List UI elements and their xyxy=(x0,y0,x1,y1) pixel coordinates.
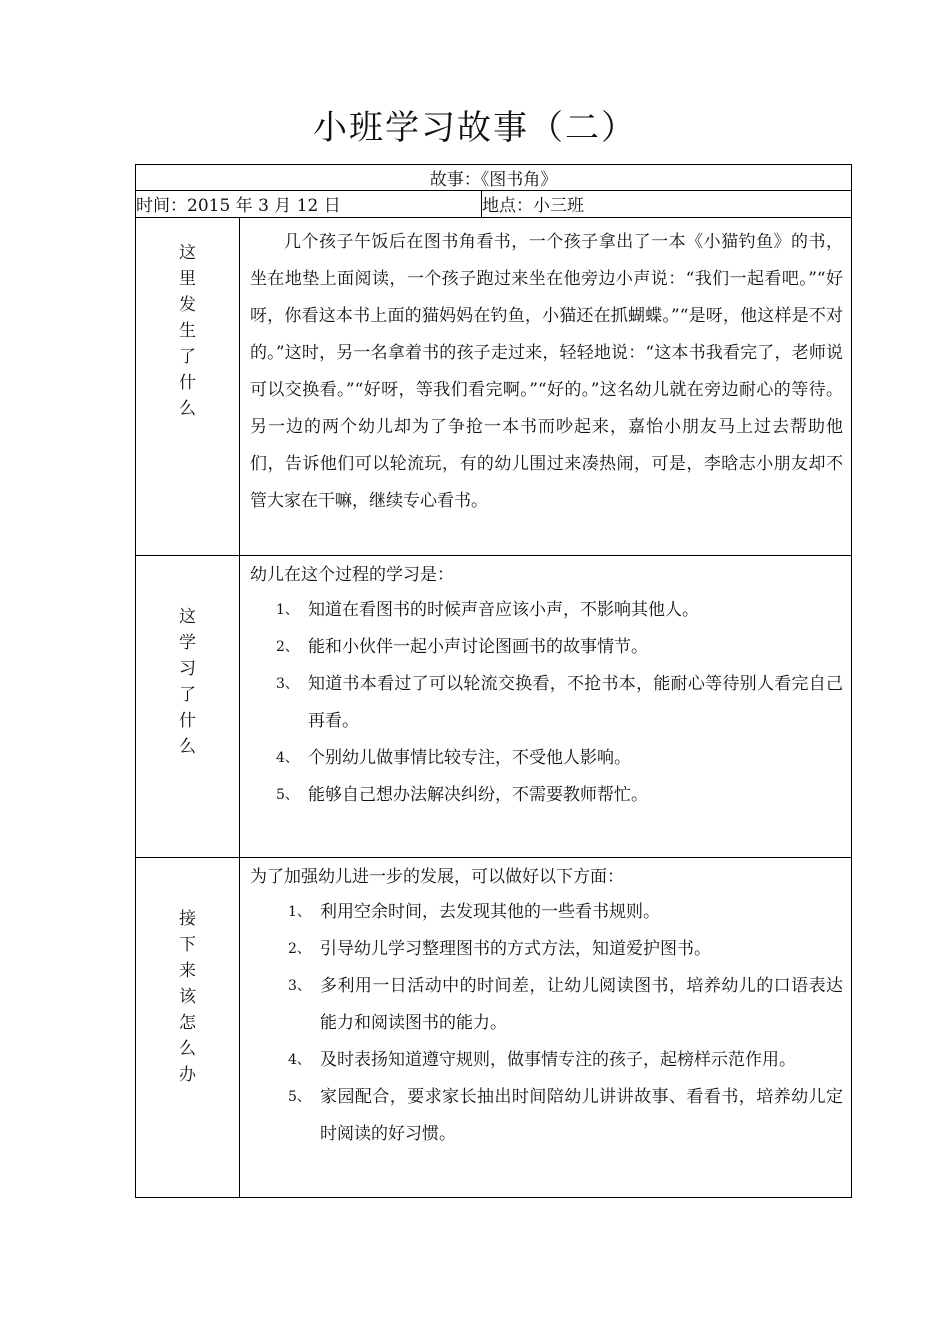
next-steps-list xyxy=(250,894,843,1153)
learned-list xyxy=(250,592,843,814)
list-item: 2、 能和小伙伴一起小声讨论图画书的故事情节。 xyxy=(276,637,648,657)
list-item: 5、 能够自己想办法解决纠纷，不需要教师帮忙。 xyxy=(276,785,648,805)
what-learned-row xyxy=(136,556,852,858)
next-steps-row xyxy=(136,858,852,1198)
story-row xyxy=(136,165,852,191)
list-item: 1、 利用空余时间，去发现其他的一些看书规则。 xyxy=(288,902,660,922)
what-learned-heading: 这 学 习 了 什 么 xyxy=(136,556,240,858)
time-label: 时间：2015 年 3 月 12 日 xyxy=(136,191,482,218)
what-learned-content xyxy=(240,556,852,858)
list-item: 3、 多利用一日活动中的时间差，让幼儿阅读图书，培养幼儿的口语表达能力和阅读图书的能力。 xyxy=(288,976,844,1033)
list-item: 2、 引导幼儿学习整理图书的方式方法，知道爱护图书。 xyxy=(288,939,711,959)
list-item: 4、 个别幼儿做事情比较专注，不受他人影响。 xyxy=(276,748,631,768)
list-item: 5、 家园配合，要求家长抽出时间陪幼儿讲讲故事、看看书，培养幼儿定时阅读的好习惯。 xyxy=(288,1087,844,1144)
what-happened-row xyxy=(136,218,852,556)
story-paragraph: 几个孩子午饭后在图书角看书，一个孩子拿出了一本《小猫钓鱼》的书，坐在地垫上面阅读，一个孩子跑过来坐在他旁边小声说：“我们一起看吧。”“好呀，你看这本书上面的猫妈妈在钓鱼，小猫还在抓蝴蝶。”“是呀，他这样是不对的。”这时，另一名拿着书的孩子走过来，轻轻地说：“这本书我看完了，老师说可以交换看。”“好呀，等我们看完啊。”“好的。”这名幼儿就在旁边耐心的等待。另一边的两个幼儿却为了争抢一本书而吵起来，嘉怡小朋友马上过去帮助他们，告诉他们可以轮流玩，有的幼儿围过来凑热闹，可是，李晗志小朋友却不管大家在干嘛，继续专心看书。 xyxy=(250,232,844,511)
place-label: 地点：小三班 xyxy=(482,191,852,218)
next-steps-lead: 为了加强幼儿进一步的发展，可以做好以下方面： xyxy=(250,867,624,887)
list-item: 4、 及时表扬知道遵守规则，做事情专注的孩子，起榜样示范作用。 xyxy=(288,1050,796,1070)
list-item: 3、 知道书本看过了可以轮流交换看，不抢书本，能耐心等待别人看完自己再看。 xyxy=(276,674,844,731)
next-steps-heading: 接 下 来 该 怎 么 办 xyxy=(136,858,240,1198)
what-happened-content xyxy=(240,218,852,556)
learning-story-table xyxy=(135,164,852,1198)
meta-row xyxy=(136,191,852,218)
list-item: 1、 知道在看图书的时候声音应该小声，不影响其他人。 xyxy=(276,600,699,620)
story-label: 故事：《图书角》 xyxy=(136,165,852,191)
next-steps-content xyxy=(240,858,852,1198)
document-title: 小班学习故事（二） xyxy=(313,108,637,148)
learned-lead: 幼儿在这个过程的学习是： xyxy=(250,565,454,585)
what-happened-heading: 这 里 发 生 了 什 么 xyxy=(136,218,240,556)
